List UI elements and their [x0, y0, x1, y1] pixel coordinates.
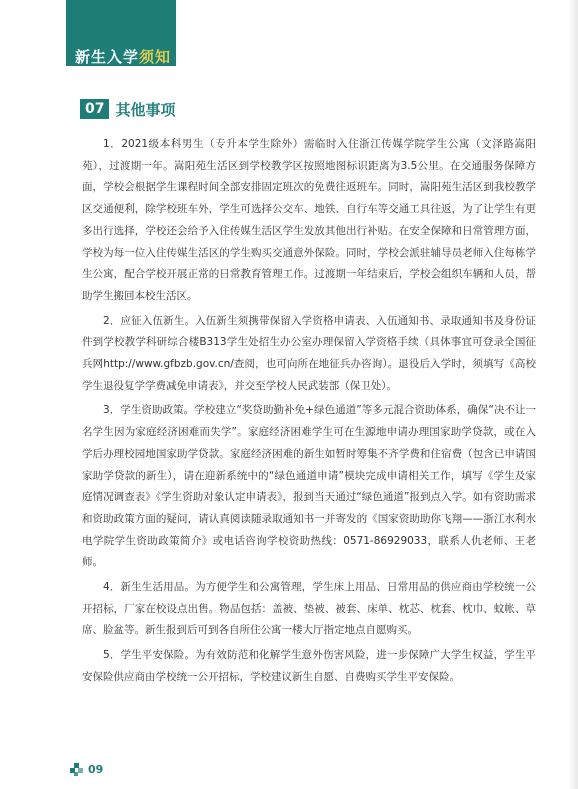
paragraph-3: 3．学生资助政策。学校建立“奖贷助勤补免+绿色通道”等多元混合资助体系，确保“决不让一名学生因为家庭经济困难而失学”。家庭经济困难学生可在生源地申请办理国家助学贷款，或在入学后办理校园地国家助学贷款。家庭经济困难的新生如暂时筹集不齐学费和住宿费（包含已申请国家助学贷款的新生），请在迎新系统中的“绿色通道申请”模块完成申请相关工作，填写《学生及家庭情况调查表》《学生资助对象认定申请表》，报到当天通过“绿色通道”报到点入学。如有资助需求和资助政策方面的疑问，请认真阅读随录取通知书一并寄发的《国家资助助你飞翔——浙江水利水电学院学生资助政策简介》或电话咨询学校资助热线：0571-86929033，联系人仇老师、王老师。: [82, 404, 536, 569]
paragraph-4: 4．新生生活用品。为方便学生和公寓管理，学生床上用品、日常用品的供应商由学校统一公开招标，厂家在校设点出售。物品包括：盖被、垫被、被套、床单、枕芯、枕套、枕巾、蚊帐、草席、脸盆等。新生报到后可到各自所住公寓一楼大厅指定地点自愿购买。: [82, 581, 536, 637]
paragraph-5: 5．学生平安保险。为有效防范和化解学生意外伤害风险，进一步保障广大学生权益，学生平安保险供应商由学校统一公开招标，学校建议新生自愿、自费购买学生平安保险。: [82, 649, 536, 683]
section-heading: [80, 99, 176, 119]
squares-icon: [70, 763, 83, 776]
section-number: 07: [80, 99, 109, 119]
header-title-accent: 须知: [139, 48, 172, 66]
paragraph-1: 1．2021级本科男生（专升本学生除外）需临时入住浙江传媒学院学生公寓（文泽路嵩阳苑），过渡期一年。嵩阳苑生活区到学校教学区按照地图标识距离为3.5公里。在交通服务保障方面，学校会根据学生课程时间全部安排固定班次的免费往返班车。同时，嵩阳苑生活区到我校教学区交通便利，除学校班车外，学生可选择公交车、地铁、自行车等交通工具往返，为了让学生有更多出行选择，学校还会给予入住传媒生活区学生发放其他出行补贴。在安全保障和日常管理方面，学校为每一位入住传媒生活区的学生购买交通意外保险。同时，学校会派驻辅导员老师入住每栋学生公寓，配合学校开展正常的日常教育管理工作。过渡期一年结束后，学校会组织车辆和人员，帮助学生搬回本校生活区。: [82, 138, 536, 302]
header-title: [75, 46, 171, 67]
header-title-main: 新生入学: [75, 48, 140, 66]
page-edge-shadow: [568, 0, 578, 789]
page-footer: [70, 763, 103, 776]
section-title: 其他事项: [115, 100, 176, 119]
paragraph-2: 2．应征入伍新生。入伍新生须携带保留入学资格申请表、入伍通知书、录取通知书及身份证件到学校教学科研综合楼B313学生处招生办公室办理保留入学资格手续（具体事宜可登录全国征兵网http://www.gfbzb.gov.cn/查阅，也可向所在地征兵办咨询）。退役后入学时，须填写《高校学生退役复学学费减免申请表》，并交至学校人民武装部（保卫处）。: [82, 314, 536, 392]
body-text: [82, 134, 536, 692]
page-number: 09: [88, 763, 104, 776]
